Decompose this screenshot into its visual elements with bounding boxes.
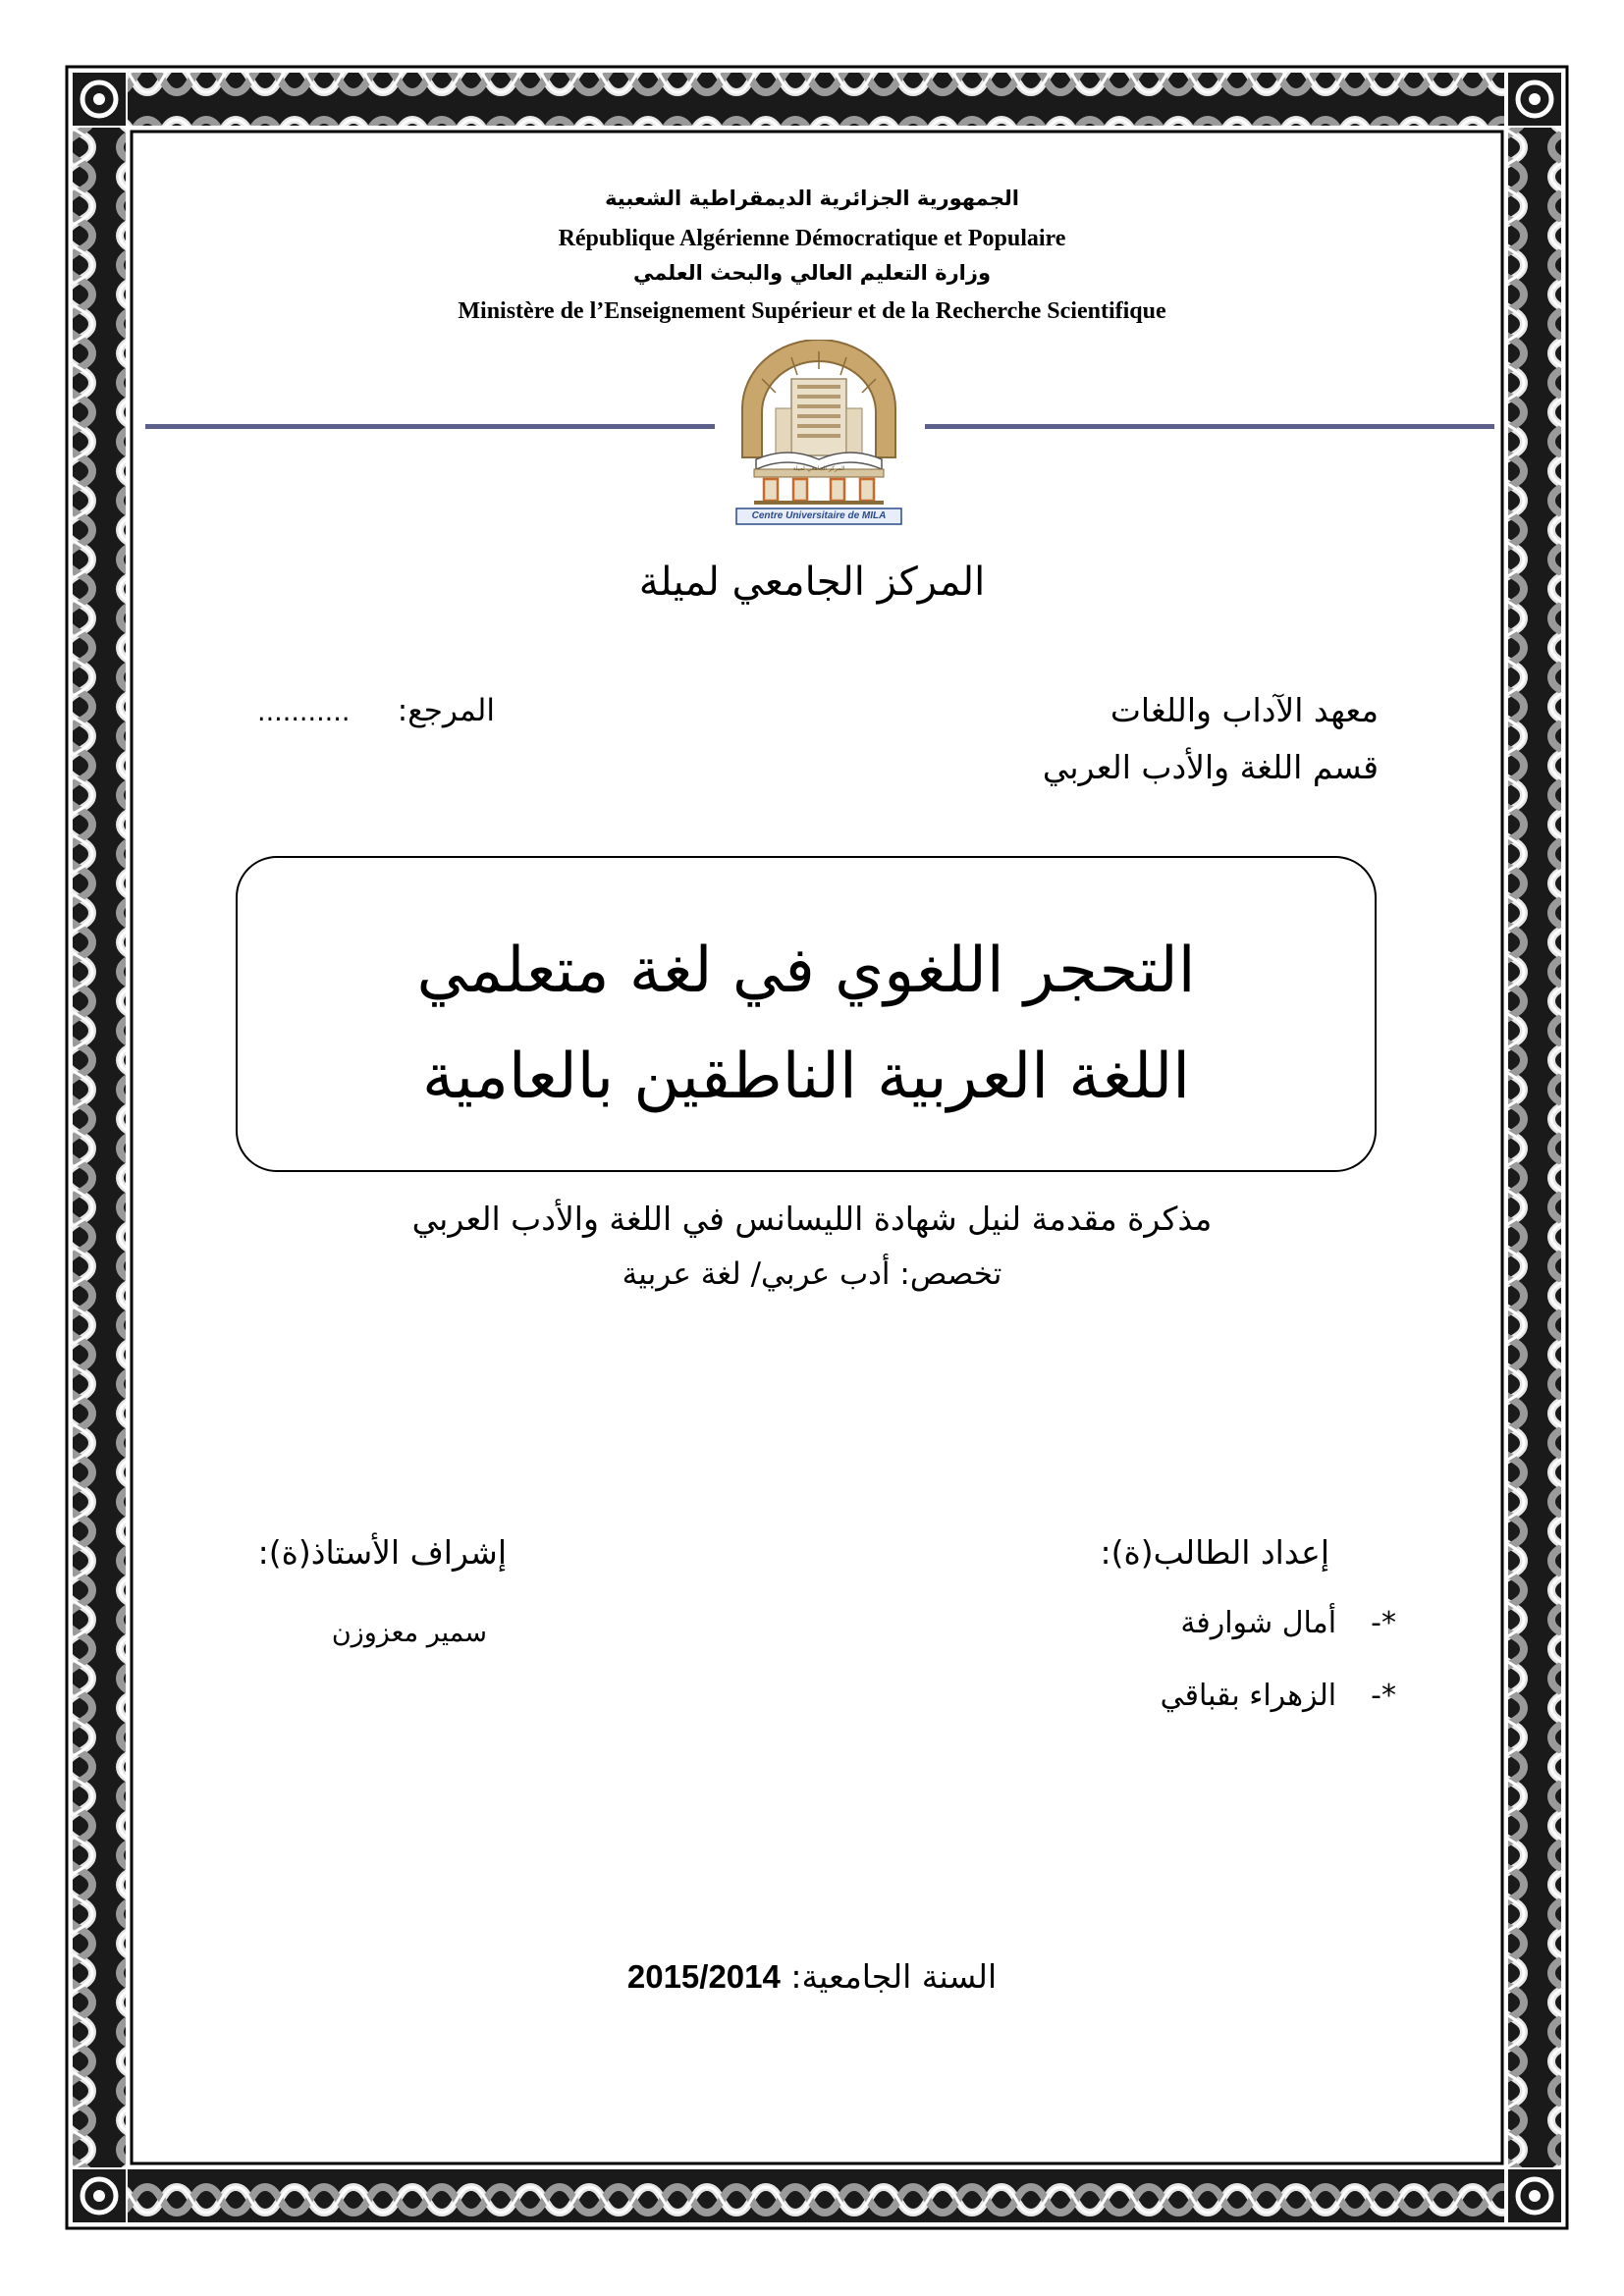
academic-year: [0, 1957, 1624, 1996]
student-item: [1161, 1679, 1396, 1713]
student-name: أمال شوارفة: [1180, 1606, 1337, 1640]
corner-ornament-icon: [73, 2169, 126, 2222]
logo-emblem-icon: [732, 340, 905, 526]
student-name: الزهراء بقباقي: [1160, 1679, 1337, 1713]
academic-year-value: 2015/2014: [626, 1958, 781, 1995]
academic-year-label: السنة الجامعية:: [790, 1957, 998, 1996]
title-box: [236, 856, 1377, 1172]
thesis-title-line-2: اللغة العربية الناطقين بالعامية: [421, 1041, 1191, 1113]
ministry-name-arabic: وزارة التعليم العالي والبحث العلمي: [632, 261, 992, 285]
thesis-subtitle: مذكرة مقدمة لنيل شهادة الليسانس في اللغة والأدب العربي: [411, 1200, 1213, 1238]
student-item: [1180, 1606, 1396, 1640]
ministry-name-french: Ministère de l’Enseignement Supérieur et de la Recherche Scientifique: [458, 298, 1166, 324]
institution-name: المركز الجامعي لميلة: [638, 560, 986, 605]
student-bullet: *-: [1371, 1679, 1396, 1713]
corner-ornament-icon: [1508, 73, 1561, 126]
republic-name-french: République Algérienne Démocratique et Populaire: [558, 226, 1066, 251]
header-rule-left: [145, 424, 715, 429]
logo-inner-text: المركز الجامعي لميلة: [792, 465, 845, 472]
department-name: قسم اللغة والأدب العربي: [1042, 748, 1379, 786]
logo-caption: Centre Universitaire de MILA: [751, 510, 887, 521]
reference-value: ...........: [257, 697, 351, 727]
corner-ornament-icon: [73, 73, 126, 126]
supervisor-label: إشراف الأستاذ(ة):: [257, 1533, 507, 1572]
reference-label: المرجع:: [397, 693, 495, 728]
corner-ornament-icon: [1508, 2169, 1561, 2222]
republic-name-arabic: الجمهورية الجزائرية الديمقراطية الشعبية: [605, 187, 1019, 210]
specialty-line: تخصص: أدب عربي/ لغة عربية: [622, 1256, 1002, 1292]
thesis-title-line-1: التحجر اللغوي في لغة متعلمي: [416, 934, 1196, 1007]
supervisor-name: سمير معزوزن: [331, 1618, 487, 1648]
students-label: إعداد الطالب(ة):: [1100, 1533, 1329, 1572]
university-logo: [732, 340, 905, 526]
institute-name: معهد الآداب واللغات: [1110, 691, 1379, 729]
student-bullet: *-: [1371, 1606, 1396, 1640]
header-rule-right: [925, 424, 1494, 429]
